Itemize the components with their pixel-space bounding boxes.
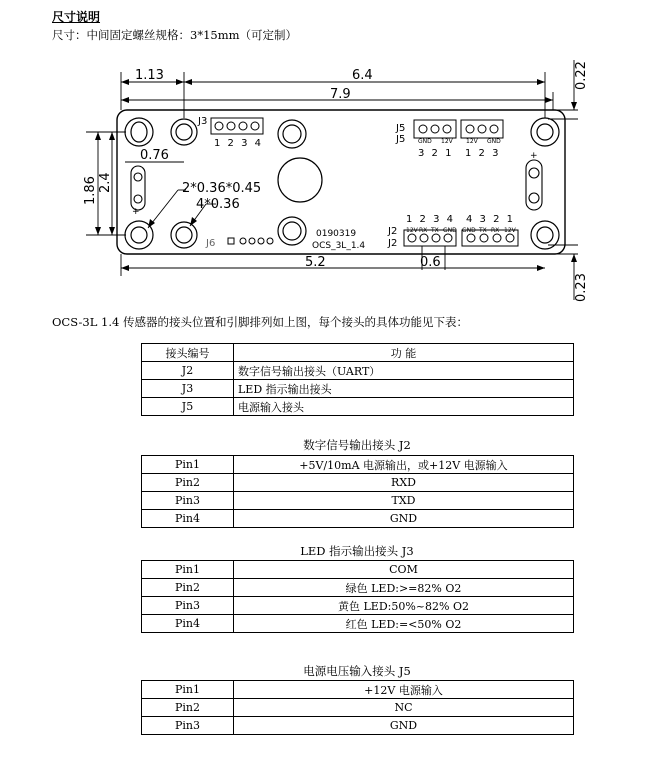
cell-desc: TXD [234, 492, 574, 510]
table-header-row [142, 344, 574, 362]
table-row [142, 456, 574, 474]
plus-mark-left: + [132, 207, 140, 217]
j2-label-1: J2 [388, 226, 398, 237]
dim-6-4: 6.4 [352, 68, 373, 83]
j2-sig-left-4: GND [443, 227, 457, 234]
cell-desc: RXD [234, 474, 574, 492]
table-row [142, 510, 574, 528]
j5-table-caption: 电源电压输入接头 J5 [303, 664, 411, 678]
j5-pin-table [141, 680, 574, 735]
j2-pin-table [141, 455, 574, 528]
cell-desc: +12V 电源输入 [234, 681, 574, 699]
plus-mark-right: + [530, 151, 538, 161]
j2-sig-left-1: 12V [406, 227, 418, 234]
table-row [142, 597, 574, 615]
j6-pads [228, 238, 273, 244]
j2-label-2: J2 [388, 238, 398, 249]
j2-sig-left-3: TX [431, 227, 439, 234]
intro-paragraph: OCS-3L 1.4 传感器的接头位置和引脚排列如上图，每个接头的具体功能见下表： [52, 315, 468, 329]
board-name: OCS_3L_1.4 [312, 241, 366, 251]
j6-label: J6 [206, 238, 216, 249]
j5-connector-left [414, 120, 456, 138]
dim-7-9: 7.9 [330, 87, 351, 102]
j2-sig-right-3: RX [491, 227, 500, 234]
cell-pin: Pin3 [142, 492, 234, 510]
cell-desc: 绿色 LED:>=82% O2 [234, 579, 574, 597]
dim-0-22: 0.22 [574, 61, 589, 90]
j5-label-2: J5 [396, 134, 406, 145]
cell-desc: GND [234, 510, 574, 528]
dim-0-76: 0.76 [140, 148, 169, 163]
cell-pin: Pin1 [142, 456, 234, 474]
cell-pin: Pin2 [142, 579, 234, 597]
j3-pin-table [141, 560, 574, 633]
cell-pin: Pin4 [142, 510, 234, 528]
j5-pins-left: 3 2 1 [418, 148, 454, 159]
cell-pin: Pin2 [142, 699, 234, 717]
table-row [142, 398, 574, 416]
j3-pin-numbers: 1 2 3 4 [214, 138, 263, 149]
j5-gnd-left: GND [418, 138, 432, 145]
j5-connector-right [461, 120, 503, 138]
j3-connector [211, 118, 263, 134]
dim-1-86: 1.86 [83, 176, 98, 205]
j2-sig-right-2: TX [479, 227, 487, 234]
cell-desc: COM [234, 561, 574, 579]
cell-pin: Pin1 [142, 681, 234, 699]
cell-pin: Pin2 [142, 474, 234, 492]
j5-12v-left: 12V [441, 138, 453, 145]
slot-left [131, 166, 145, 210]
cell-pin: Pin4 [142, 615, 234, 633]
j2-sig-right-4: 12V [504, 227, 516, 234]
j3-label: J3 [198, 116, 208, 127]
cell-function: 数字信号输出接头（UART） [234, 362, 574, 380]
cell-pin: Pin3 [142, 717, 234, 735]
connector-summary-table [141, 343, 574, 416]
table-row [142, 579, 574, 597]
j3-table-caption: LED 指示输出接头 J3 [300, 544, 414, 558]
cell-desc: 红色 LED:=<50% O2 [234, 615, 574, 633]
cell-desc: NC [234, 699, 574, 717]
table-row [142, 380, 574, 398]
slot-right [526, 160, 542, 210]
j2-table-caption: 数字信号输出接头 J2 [303, 438, 411, 452]
dim-0-6: 0.6 [420, 255, 441, 270]
table-row [142, 362, 574, 380]
cell-desc: 黄色 LED:50%~82% O2 [234, 597, 574, 615]
table-row [142, 492, 574, 510]
j5-12v-right: 12V [466, 138, 478, 145]
dim-2-4: 2.4 [98, 172, 113, 193]
cell-pin: Pin1 [142, 561, 234, 579]
j5-gnd-right: GND [487, 138, 501, 145]
dim-hole-spec-1: 2*0.36*0.45 [182, 181, 262, 196]
dim-hole-spec-2: 4*0.36 [196, 197, 240, 212]
dim-1-13: 1.13 [135, 68, 164, 83]
cell-id: J3 [142, 380, 234, 398]
cell-desc: GND [234, 717, 574, 735]
table-row [142, 615, 574, 633]
table-row [142, 717, 574, 735]
table-row [142, 474, 574, 492]
board-code: 0190319 [316, 229, 357, 239]
j2-sig-right-1: GND [462, 227, 476, 234]
cell-id: J2 [142, 362, 234, 380]
cell-id: J5 [142, 398, 234, 416]
cell-pin: Pin3 [142, 597, 234, 615]
j5-pins-right: 1 2 3 [465, 148, 501, 159]
dim-0-23: 0.23 [574, 273, 589, 302]
cell-function: LED 指示输出接头 [234, 380, 574, 398]
screw-size-line: 尺寸：中间固定螺丝规格：3*15mm（可定制） [52, 28, 298, 42]
table-row [142, 681, 574, 699]
section-heading: 尺寸说明 [52, 10, 101, 24]
cell-desc: +5V/10mA 电源输出，或+12V 电源输入 [234, 456, 574, 474]
j2-pins-right: 4 3 2 1 [466, 214, 515, 225]
j2-sig-left-2: RX [419, 227, 428, 234]
dimension-drawing [0, 0, 661, 310]
dim-5-2: 5.2 [305, 255, 326, 270]
j2-pins-left: 1 2 3 4 [406, 214, 455, 225]
sensor-pads [278, 120, 322, 245]
header-connector-id: 接头编号 [142, 344, 234, 362]
j5-label-1: J5 [396, 123, 406, 134]
cell-function: 电源输入接头 [234, 398, 574, 416]
header-function: 功 能 [234, 344, 574, 362]
table-row [142, 561, 574, 579]
table-row [142, 699, 574, 717]
